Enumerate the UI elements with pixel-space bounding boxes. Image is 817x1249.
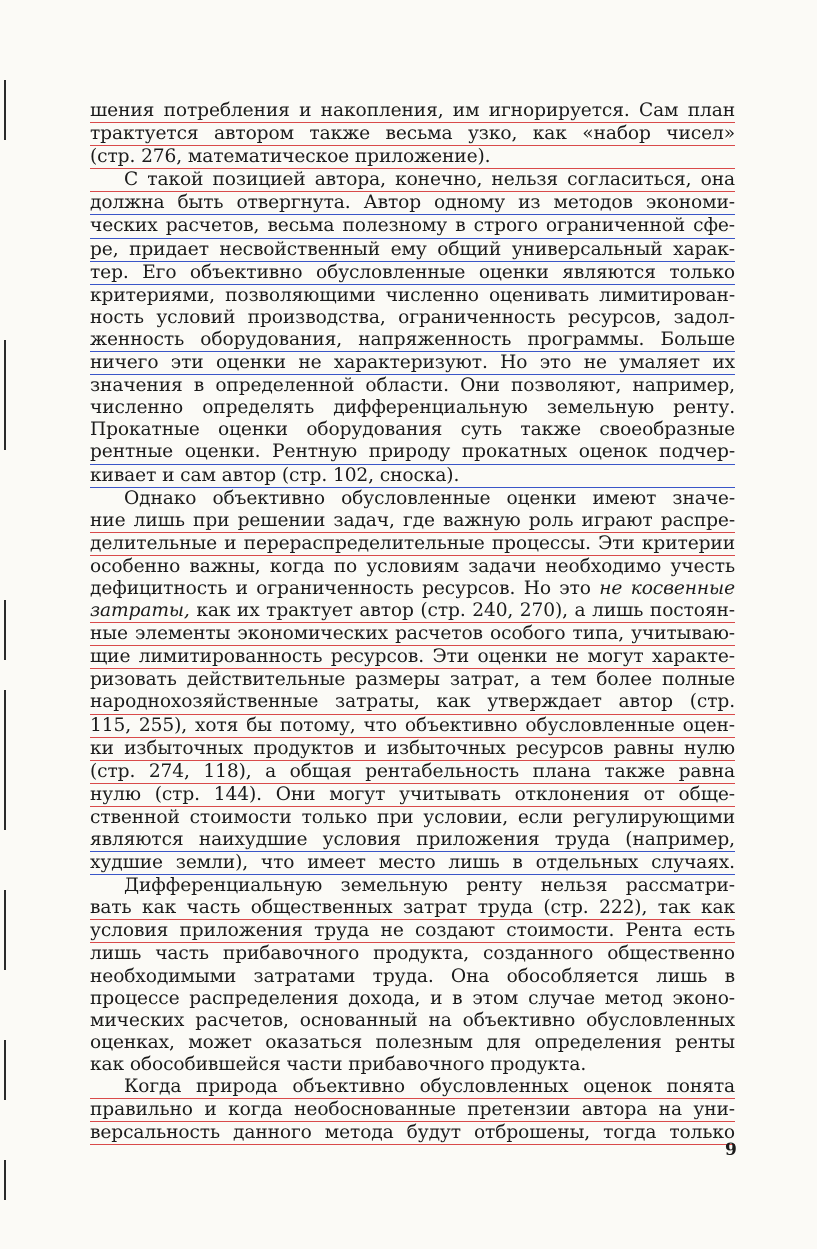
margin-mark <box>4 1160 6 1200</box>
text-line: затраты, как их трактует автор (стр. 240, 270), а лишь постоян- <box>90 600 735 623</box>
text-line: Когда природа объективно обусловленных оценок понята <box>90 1076 735 1099</box>
margin-mark <box>4 690 6 830</box>
paragraph <box>90 875 735 1076</box>
text-line: ки избыточных продуктов и избыточных ресурсов равны нулю <box>90 738 735 761</box>
text-line: оценках, может оказаться полезным для определения ренты <box>90 1031 735 1053</box>
text-line: 115, 255), хотя бы потому, что объективно обусловленные оцен- <box>90 715 735 738</box>
text-line: численно определять дифференциальную земельную ренту. <box>90 397 735 419</box>
text-line: лишь часть прибавочного продукта, созданного общественно <box>90 943 735 965</box>
margin-mark <box>4 600 6 660</box>
text-line: народнохозяйственные затраты, как утверждает автор (стр. <box>90 691 735 714</box>
text-line: худшие земли), что имеет место лишь в отдельных случаях. <box>90 852 735 875</box>
text-line: Прокатные оценки оборудования суть также своеобразные <box>90 419 735 441</box>
text-line: ственной стоимости только при условии, если регулирующими <box>90 806 735 828</box>
paragraph <box>90 488 735 876</box>
text-line: являются наихудшие условия приложения труда (например, <box>90 829 735 852</box>
text-line: дефицитность и ограниченность ресурсов. Но это не косвенные <box>90 577 735 599</box>
paragraph <box>90 1076 735 1145</box>
text-line: делительные и перераспределительные процессы. Эти критерии <box>90 533 735 556</box>
text-line: необходимыми затратами труда. Она обособляется лишь в <box>90 965 735 987</box>
margin-mark <box>4 1040 6 1100</box>
text-line: Дифференциальную земельную ренту нельзя рассматри- <box>124 875 735 897</box>
text-line: вать как часть общественных затрат труда (стр. 222), так как <box>90 897 735 920</box>
body-text <box>90 100 735 1145</box>
margin-mark <box>4 890 6 970</box>
text-line: ничего эти оценки не характеризуют. Но это не умаляет их <box>90 352 735 375</box>
text-line: шения потребления и накопления, им игнорируется. Сам план <box>90 100 735 123</box>
text-line: ние лишь при решении задач, где важную роль играют распре- <box>90 510 735 533</box>
text-line: особенно важны, когда по условиям задачи необходимо учесть <box>90 555 735 577</box>
text-line: тер. Его объективно обусловленные оценки являются только <box>90 262 735 285</box>
text-line: трактуется автором также весьма узко, как «набор чисел» <box>90 123 735 146</box>
text-line: критериями, позволяющими численно оценивать лимитирован- <box>90 284 735 306</box>
text-line: рентные оценки. Рентную природу прокатных оценок подчер- <box>90 441 735 464</box>
text-line: мических расчетов, основанный на объективно обусловленных <box>90 1009 735 1031</box>
paragraph <box>90 100 735 169</box>
text-line: версальность данного метода будут отброшены, тогда только <box>90 1122 735 1145</box>
margin-mark <box>4 340 6 450</box>
text-line: ре, придает несвойственный ему общий универсальный харак- <box>90 239 735 262</box>
text-line: (стр. 274, 118), а общая рентабельность плана также равна <box>90 761 735 784</box>
page-number: 9 <box>725 1140 737 1160</box>
text-line: ризовать действительные размеры затрат, а тем более полные <box>90 669 735 691</box>
text-line: С такой позицией автора, конечно, нельзя согласиться, она <box>90 169 735 192</box>
text-line: процессе распределения дохода, и в этом случае метод эконо- <box>90 987 735 1009</box>
scan-margin-marks <box>0 0 30 1249</box>
text-line: женность оборудования, напряженность программы. Больше <box>90 329 735 352</box>
text-line: щие лимитированность ресурсов. Эти оценки не могут характе- <box>90 646 735 669</box>
text-line: кивает и сам автор (стр. 102, сноска). <box>90 465 735 488</box>
text-line: нулю (стр. 144). Они могут учитывать отклонения от обще- <box>90 784 735 807</box>
text-line: Однако объективно обусловленные оценки имеют значе- <box>124 487 735 509</box>
text-line: условия приложения труда не создают стоимости. Рента есть <box>90 920 735 943</box>
margin-mark <box>4 80 6 140</box>
text-line: ческих расчетов, весьма полезному в строго ограниченной сфе- <box>90 215 735 238</box>
text-line: значения в определенной области. Они позволяют, например, <box>90 375 735 397</box>
paragraph <box>90 169 735 487</box>
text-line: (стр. 276, математическое приложение). <box>90 146 735 169</box>
text-line: должна быть отвергнута. Автор одному из методов экономи- <box>90 192 735 215</box>
text-line: ность условий производства, ограниченность ресурсов, задол- <box>90 306 735 328</box>
text-line: правильно и когда необоснованные претензии автора на уни- <box>90 1099 735 1122</box>
text-line: как обособившейся части прибавочного продукта. <box>90 1053 587 1075</box>
text-line: ные элементы экономических расчетов особого типа, учитываю- <box>90 623 735 646</box>
